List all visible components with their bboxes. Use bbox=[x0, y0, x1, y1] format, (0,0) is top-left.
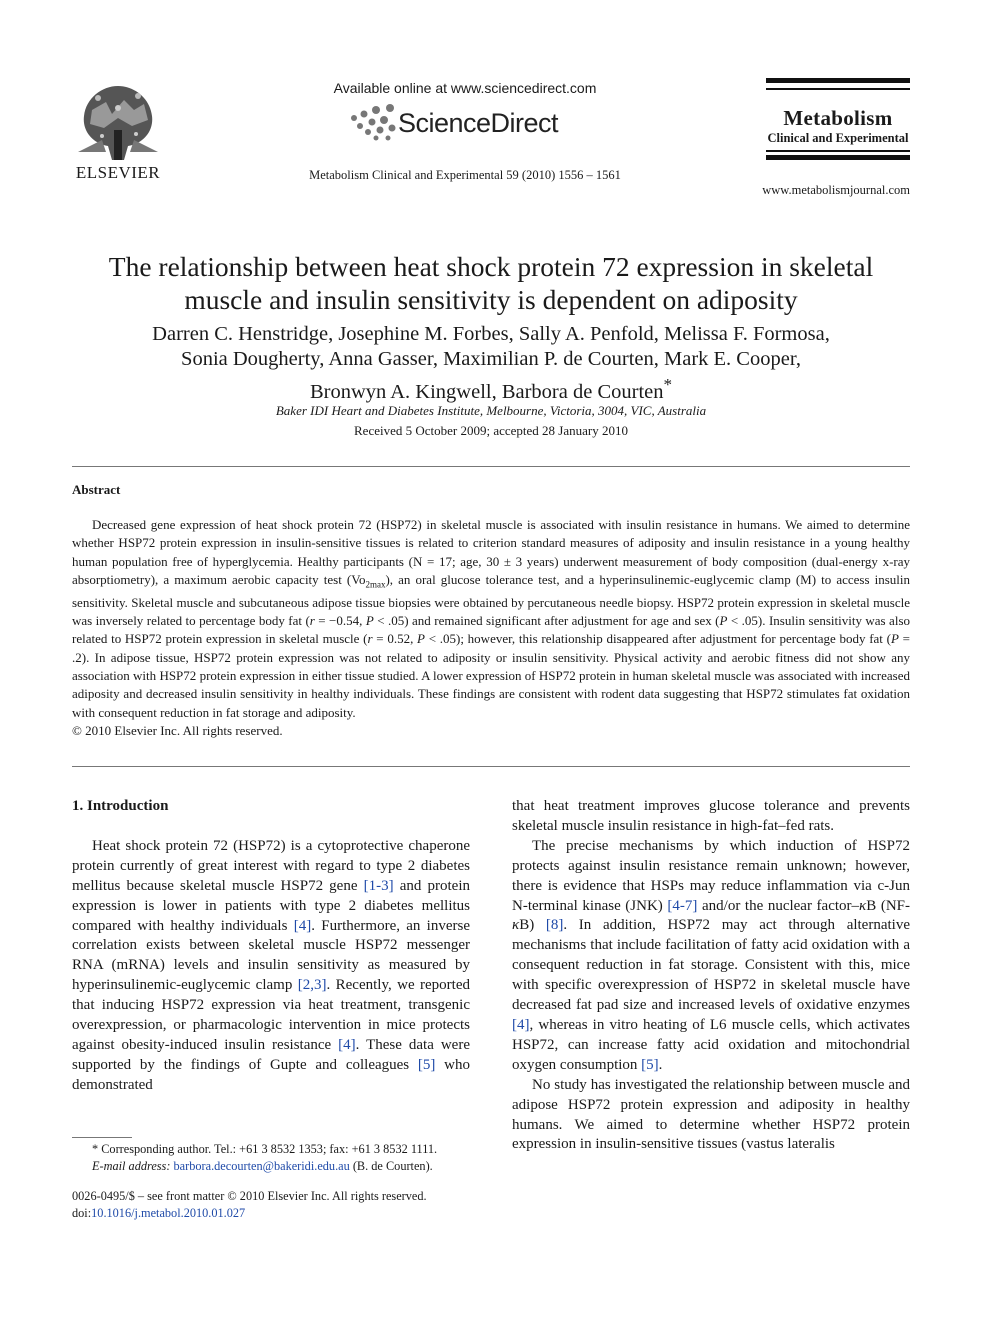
journal-citation: Metabolism Clinical and Experimental 59 (2010) 1556 – 1561 bbox=[309, 168, 621, 182]
available-online-text[interactable]: Available online at www.sciencedirect.com bbox=[333, 80, 597, 96]
doi-link[interactable]: 10.1016/j.metabol.2010.01.027 bbox=[91, 1205, 246, 1220]
corresponding-author-mark[interactable]: * bbox=[663, 375, 673, 394]
intro-paragraph: No study has investigated the relationship between muscle and adipose HSP72 protein expression and adiposity in healthy humans. We aimed to determine whether HSP72 protein expression in insulin-sensitive tissues (vastus lateralis bbox=[512, 1076, 910, 1153]
intro-paragraph: Heat shock protein 72 (HSP72) is a cytoprotective chaperone protein currently of great interest with regard to type 2 diabetes mellitus because skeletal muscle HSP72 gene [1-3] and protein expression is lower in patients with type 2 diabetes mellitus compared with healthy individuals [4]. Furthermore, an inverse correlation exists between skeletal muscle HSP72 messenger RNA (mRNA) levels and insulin sensitivity as measured by hyperinsulinemic-euglycemic clamp [2,3]. Recently, we reported that inducing HSP72 expression via heat treatment, transgenic overexpression, or pharmacologic intervention in mice protects against obesity-induced insulin resistance [4]. These data were supported by the findings of Gupte and colleagues [5] who demonstrated bbox=[72, 837, 470, 1093]
received-dates: Received 5 October 2009; accepted 28 January 2010 bbox=[354, 423, 628, 438]
citation-link[interactable]: [5] bbox=[641, 1056, 659, 1073]
citation-link[interactable]: [4] bbox=[293, 917, 312, 934]
journal-subtitle: Clinical and Experimental bbox=[767, 131, 909, 145]
citation-link[interactable]: [2,3] bbox=[297, 977, 327, 994]
divider bbox=[72, 766, 910, 767]
citation-link[interactable]: [4] bbox=[512, 1016, 530, 1033]
journal-url[interactable]: www.metabolismjournal.com bbox=[762, 183, 910, 197]
front-matter: 0026-0495/$ – see front matter © 2010 Elsevier Inc. All rights reserved. doi:10.1016/j.metabol.2010.01.027 bbox=[72, 1189, 427, 1220]
citation-link[interactable]: [4-7] bbox=[667, 897, 698, 914]
abstract-body: Decreased gene expression of heat shock protein 72 (HSP72) in skeletal muscle is associated with insulin resistance in humans. We aimed to determine whether HSP72 protein expression in insulin-sensitive tissues is related to criterion standard measures of adiposity and insulin resistance in a young healthy human population free of hyperglycemia. Healthy participants (N = 17; age, 30 ± 3 years) underwent measurement of body composition (dual-energy x-ray absorptiometry), a maximum aerobic capacity test $(Vo_{2max})$, an oral glucose tolerance test, and a hyperinsulinemic-euglycemic clamp (M) to access insulin sensitivity. Skeletal muscle and subcutaneous adipose tissue biopsies were obtained by percutaneous needle biopsy. HSP72 protein expression in skeletal muscle was inversely related to percentage body fat (r = −0.54, P < .05) and remained significant after adjustment for age and sex (P < .05). Insulin sensitivity was also related to HSP72 protein expression in skeletal muscle (r = 0.52, P < .05); however, this relationship disappeared after adjustment for percentage body fat (P = .2). In adipose tissue, HSP72 protein expression was not related to adiposity or insulin sensitivity. Physical activity and aerobic fitness did not show any association with HSP72 protein expression in either tissue studied. A lower expression of HSP72 protein in human skeletal muscle was associated with increased adiposity and decreased insulin sensitivity in healthy individuals. These findings are consistent with rodent data suggesting that HSP72 stimulates fat oxidation with consequent reduction in fat storage and adiposity. © 2010 Elsevier Inc. All rights reserved. bbox=[72, 516, 910, 740]
article-title: The relationship between heat shock protein 72 expression in skeletal muscle and insulin sensitivity is dependent on adiposity bbox=[108, 251, 874, 315]
footnote-divider bbox=[72, 1137, 132, 1138]
journal-bar bbox=[766, 150, 910, 152]
citation-link[interactable]: [5] bbox=[417, 1056, 436, 1073]
citation-link[interactable]: [4] bbox=[338, 1036, 356, 1053]
citation-link[interactable]: [1-3] bbox=[363, 877, 394, 894]
email-link[interactable]: barbora.decourten@bakeridi.edu.au bbox=[173, 1158, 350, 1173]
journal-name: Metabolism bbox=[783, 106, 893, 130]
left-column bbox=[72, 797, 470, 1096]
section-heading-introduction: 1. Introduction bbox=[72, 798, 169, 814]
right-column bbox=[512, 797, 910, 1155]
divider bbox=[72, 466, 910, 467]
journal-bar bbox=[766, 88, 910, 90]
author-list: Darren C. Henstridge, Josephine M. Forbes, Sally A. Penfold, Melissa F. Formosa, Sonia Dougherty, Anna Gasser, Maximilian P. de Courten, Mark E. Cooper, Bronwyn A. Kingwell, Barbora de Courten* bbox=[152, 323, 830, 403]
journal-bar bbox=[766, 78, 910, 83]
journal-bar bbox=[766, 155, 910, 160]
intro-paragraph: The precise mechanisms by which induction of HSP72 protects against insulin resistance remain unknown; however, there is evidence that HSPs may reduce inflammation via c-Jun N-terminal kinase (JNK) [4-7] and/or the nuclear factor–κB (NF-κB) [8]. In addition, HSP72 may act through alternative mechanisms that include facilitation of fatty acid oxidation with a consequent reduction in fat storage. Consistent with this, mice with specific overexpression of HSP72 in skeletal muscle have decreased fat pad size and increased levels of oxidative enzymes [4], whereas in vitro heating of L6 muscle cells, which activates HSP72, can increase fatty acid oxidation and mitochondrial oxygen consumption [5]. bbox=[512, 837, 910, 1073]
affiliation: Baker IDI Heart and Diabetes Institute, Melbourne, Victoria, 3004, VIC, Australia bbox=[275, 403, 707, 418]
abstract-heading: Abstract bbox=[72, 482, 121, 497]
publisher-wordmark: ELSEVIER bbox=[75, 163, 161, 182]
platform-wordmark: ScienceDirect bbox=[398, 108, 559, 138]
abstract-copyright: © 2010 Elsevier Inc. All rights reserved. bbox=[72, 722, 283, 738]
citation-link[interactable]: [8] bbox=[545, 917, 564, 934]
corresponding-author-footnote: * Corresponding author. Tel.: +61 3 8532 1353; fax: +61 3 8532 1111. E-mail address: barbora.decourten@bakeridi.edu.au (B. de Courten). bbox=[92, 1142, 438, 1173]
intro-paragraph: that heat treatment improves glucose tolerance and prevents skeletal muscle insulin resistance in high-fat–fed rats. bbox=[512, 798, 910, 834]
